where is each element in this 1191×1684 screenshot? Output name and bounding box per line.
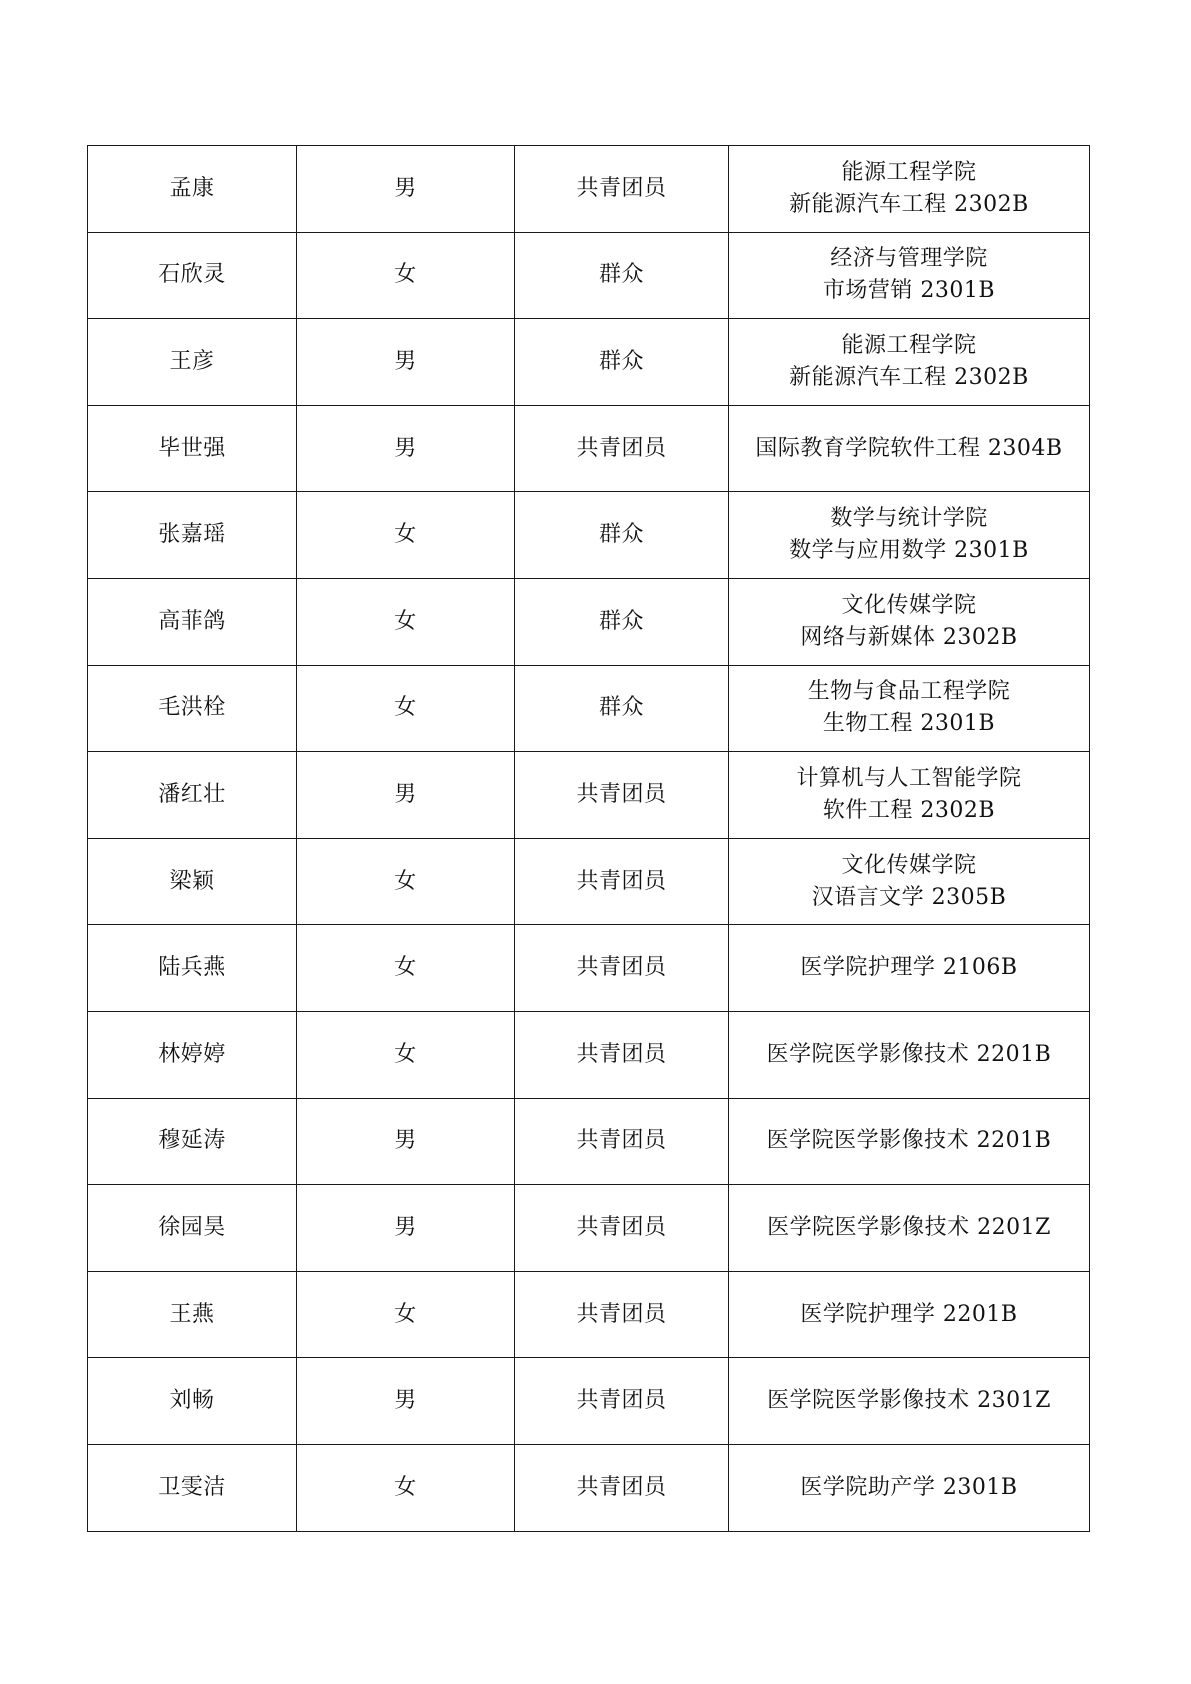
college-class-cell [729,578,1090,665]
name-cell: 梁颖 [88,838,297,925]
college-class-line: 医学院医学影像技术 2201B [766,1041,1052,1067]
college-class-line: 医学院护理学 2201B [800,1301,1018,1327]
table-row [88,1011,1090,1098]
college-class-cell [729,925,1090,1012]
college-class-cell [729,838,1090,925]
political-status-cell: 共青团员 [515,405,729,492]
table-row [88,1358,1090,1445]
college-class-line: 新能源汽车工程 2302B [789,364,1029,390]
table-row [88,665,1090,752]
gender-cell: 女 [297,578,515,665]
political-status-cell: 共青团员 [515,752,729,839]
college-class-line: 医学院医学影像技术 2301Z [767,1388,1051,1414]
college-class-line: 文化传媒学院 [841,592,977,618]
college-class-cell [729,1444,1090,1531]
political-status-cell: 共青团员 [515,838,729,925]
college-class-line: 生物工程 2301B [822,711,996,737]
gender-cell: 女 [297,925,515,1012]
college-class-cell [729,319,1090,406]
table-row [88,925,1090,1012]
political-status-cell: 共青团员 [515,1098,729,1185]
college-class-line: 医学院护理学 2106B [800,955,1018,981]
college-class-line: 能源工程学院 [841,332,977,358]
table-row [88,1444,1090,1531]
political-status-cell: 群众 [515,319,729,406]
college-class-line: 国际教育学院软件工程 2304B [755,435,1063,461]
gender-cell: 男 [297,146,515,233]
college-class-cell [729,146,1090,233]
college-class-line: 医学院助产学 2301B [800,1474,1018,1500]
college-class-cell [729,752,1090,839]
college-class-line: 医学院医学影像技术 2201Z [767,1214,1051,1240]
college-class-cell [729,1011,1090,1098]
gender-cell: 女 [297,232,515,319]
college-class-line: 汉语言文学 2305B [811,884,1007,910]
table-row [88,492,1090,579]
political-status-cell: 群众 [515,578,729,665]
table-row [88,1098,1090,1185]
name-cell: 潘红壮 [88,752,297,839]
name-cell: 石欣灵 [88,232,297,319]
college-class-line: 医学院医学影像技术 2201B [766,1128,1052,1154]
college-class-line: 能源工程学院 [841,159,977,185]
political-status-cell: 共青团员 [515,1444,729,1531]
political-status-cell: 共青团员 [515,1358,729,1445]
college-class-line: 新能源汽车工程 2302B [789,191,1029,217]
college-class-line: 软件工程 2302B [822,797,996,823]
political-status-cell: 共青团员 [515,1185,729,1272]
college-class-line: 生物与食品工程学院 [807,679,1011,705]
college-class-line: 市场营销 2301B [822,278,996,304]
gender-cell: 男 [297,319,515,406]
college-class-line: 经济与管理学院 [830,246,988,272]
table-row [88,405,1090,492]
name-cell: 毛洪栓 [88,665,297,752]
college-class-cell [729,232,1090,319]
name-cell: 刘畅 [88,1358,297,1445]
table-row [88,146,1090,233]
gender-cell: 女 [297,838,515,925]
name-cell: 穆延涛 [88,1098,297,1185]
gender-cell: 男 [297,405,515,492]
table-row [88,838,1090,925]
student-roster-table [87,145,1090,1532]
political-status-cell: 共青团员 [515,1011,729,1098]
political-status-cell: 群众 [515,665,729,752]
gender-cell: 女 [297,1271,515,1358]
political-status-cell: 共青团员 [515,1271,729,1358]
gender-cell: 男 [297,752,515,839]
name-cell: 陆兵燕 [88,925,297,1012]
table-row [88,578,1090,665]
gender-cell: 女 [297,665,515,752]
college-class-cell [729,1271,1090,1358]
college-class-line: 数学与应用数学 2301B [789,538,1029,564]
gender-cell: 女 [297,1011,515,1098]
table-row [88,319,1090,406]
college-class-cell [729,665,1090,752]
gender-cell: 男 [297,1358,515,1445]
college-class-cell [729,1098,1090,1185]
name-cell: 徐园昊 [88,1185,297,1272]
name-cell: 毕世强 [88,405,297,492]
table-row [88,1271,1090,1358]
name-cell: 林婷婷 [88,1011,297,1098]
college-class-line: 文化传媒学院 [841,852,977,878]
political-status-cell: 共青团员 [515,925,729,1012]
name-cell: 王彦 [88,319,297,406]
table-row [88,232,1090,319]
college-class-line: 数学与统计学院 [830,506,988,532]
gender-cell: 男 [297,1185,515,1272]
gender-cell: 男 [297,1098,515,1185]
political-status-cell: 群众 [515,232,729,319]
college-class-cell [729,1185,1090,1272]
name-cell: 高菲鸽 [88,578,297,665]
name-cell: 卫雯洁 [88,1444,297,1531]
name-cell: 王燕 [88,1271,297,1358]
college-class-cell [729,405,1090,492]
college-class-cell [729,492,1090,579]
gender-cell: 女 [297,492,515,579]
political-status-cell: 共青团员 [515,146,729,233]
gender-cell: 女 [297,1444,515,1531]
table-row [88,1185,1090,1272]
name-cell: 张嘉瑶 [88,492,297,579]
name-cell: 孟康 [88,146,297,233]
college-class-cell [729,1358,1090,1445]
roster-table-body [88,146,1090,1532]
political-status-cell: 群众 [515,492,729,579]
table-row [88,752,1090,839]
college-class-line: 计算机与人工智能学院 [796,765,1022,791]
college-class-line: 网络与新媒体 2302B [800,624,1018,650]
